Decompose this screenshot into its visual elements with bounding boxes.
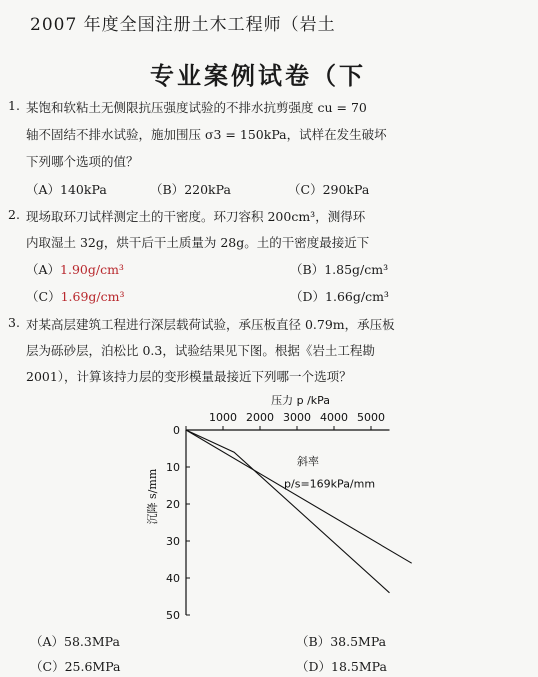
option-text: 290kPa: [322, 182, 370, 197]
y-tick-label: 0: [173, 424, 180, 437]
option-label: （A）: [26, 262, 61, 277]
q3-line2: 层为砾砂层，泊松比 0.3，试验结果见下图。根据《岩土工程勘: [26, 343, 375, 358]
q2-line1: 现场取环刀试样测定土的干密度。环刀容积 200cm³，测得环: [26, 209, 366, 224]
x-tick-label: 5000: [357, 411, 385, 424]
slope-annotation-value: p/s=169kPa/mm: [284, 477, 376, 491]
y-tick-label: 10: [166, 461, 180, 474]
x-tick-label: 4000: [320, 411, 348, 424]
option-label: （D）: [290, 289, 326, 304]
q1-line3: 下列哪个选项的值？: [26, 154, 139, 169]
q3-option-a[interactable]: [30, 632, 120, 650]
option-text-marked: 1.69g/cm³: [60, 289, 125, 304]
option-text-marked: 1.90g/cm³: [60, 262, 124, 277]
exam-title-line1: 2007 年度全国注册土木工程师（岩土: [30, 15, 336, 35]
q1-number: 1.: [8, 98, 20, 113]
q1-line2: 轴不固结不排水试验，施加围压 σ3 = 150kPa，试样在发生破坏: [26, 127, 387, 142]
y-tick-label: 30: [166, 535, 180, 548]
option-label: （A）: [30, 634, 65, 649]
q3-option-c[interactable]: [30, 657, 121, 675]
y-tick-label: 50: [166, 609, 180, 622]
option-label: （D）: [296, 659, 332, 674]
option-label: （B）: [290, 262, 325, 277]
option-text: 58.3MPa: [64, 634, 120, 649]
x-tick-label: 1000: [209, 411, 237, 424]
x-tick-label: 2000: [246, 411, 274, 424]
series-line-2: [186, 430, 390, 593]
option-text: 25.6MPa: [64, 659, 121, 674]
y-tick-label: 40: [166, 572, 180, 585]
option-text: 220kPa: [184, 182, 231, 197]
option-label: （C）: [30, 659, 65, 674]
q2-line2: 内取湿土 32g，烘干后干土质量为 28g。土的干密度最接近下: [26, 235, 370, 250]
option-text: 1.66g/cm³: [325, 289, 389, 304]
q3-number: 3.: [8, 315, 20, 330]
series-line-1: [186, 430, 412, 563]
y-axis-label: 沉降 s/mm: [146, 468, 159, 525]
option-text: 140kPa: [60, 182, 107, 197]
q3-option-d[interactable]: [296, 657, 387, 675]
q2-number: 2.: [8, 207, 20, 222]
option-label: （A）: [26, 182, 61, 197]
option-text: 38.5MPa: [330, 634, 387, 649]
option-label: （C）: [26, 289, 61, 304]
x-tick-label: 3000: [283, 411, 311, 424]
option-label: （C）: [288, 182, 323, 197]
x-axis-label: 压力 p /kPa: [271, 394, 331, 407]
option-label: （B）: [150, 182, 185, 197]
q3-option-b[interactable]: [296, 632, 386, 650]
q1-line1: 某饱和软粘土无侧限抗压强度试验的不排水抗剪强度 cu = 70: [26, 100, 367, 115]
option-text: 18.5MPa: [331, 659, 387, 674]
y-tick-label: 20: [166, 498, 180, 511]
q3-line3: 2001），计算该持力层的变形模量最接近下列哪一个选项？: [26, 369, 352, 384]
q3-line1: 对某高层建筑工程进行深层载荷试验，承压板直径 0.79m，承压板: [26, 317, 395, 332]
option-label: （B）: [296, 634, 331, 649]
slope-annotation-title: 斜率: [297, 455, 319, 469]
option-text: 1.85g/cm³: [324, 262, 389, 277]
exam-title-line2: 专业案例试卷（下: [150, 61, 366, 90]
